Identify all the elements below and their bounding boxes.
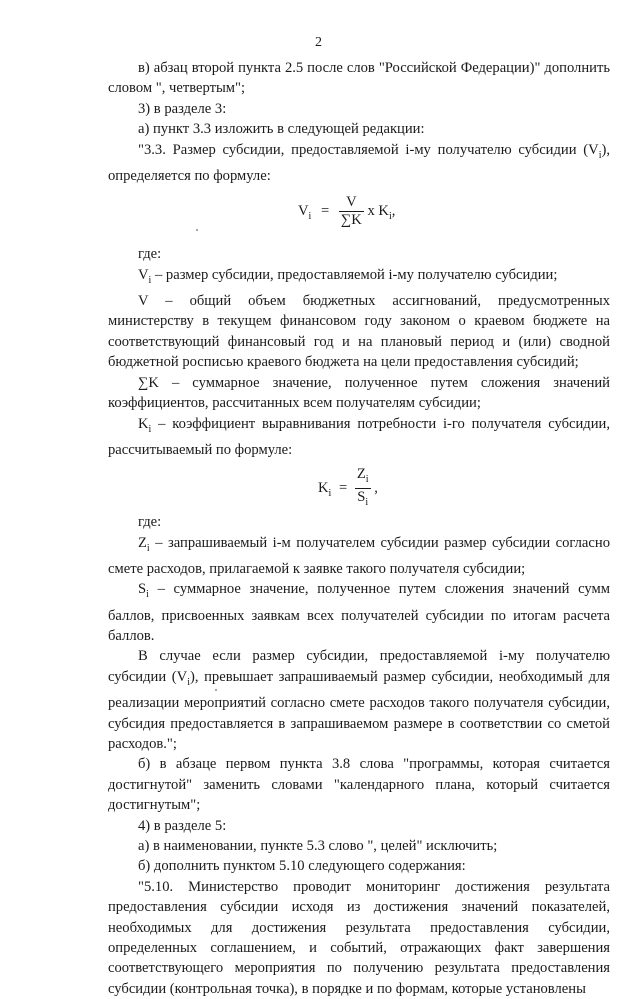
definition-vi: $V_i$ – размер субсидии, предоставляемой i-му получателю субсидии; xyxy=(138,266,558,286)
definition-ki: $K_i$ – коэффициент выравнивания потребности i-го получателя субсидии, рассчитываемый по формуле: xyxy=(108,415,610,458)
document-body xyxy=(108,58,610,999)
definition-sum-k: ∑K – суммарное значение, полученное путем сложения значений коэффициентов, рассчитанных всем получателям субсидии; xyxy=(108,374,610,412)
section-5-heading: 4) в разделе 5: xyxy=(138,817,227,834)
item-5-3-amendment: а) в наименовании, пункте 5.3 слово ", целей" исключить; xyxy=(138,838,498,855)
page-number: 2 xyxy=(315,35,322,50)
where-label-2: где: xyxy=(138,514,162,531)
section-3-heading: 3) в разделе 3: xyxy=(138,100,227,117)
formula-ki: $K_i$ = $\frac{Z_i}{S_i}$ , xyxy=(108,460,610,512)
paragraph-3-8-amendment: б) в абзаце первом пункта 3.8 слова "программы, которая считается достигнутой" заменить словами "календарного плана, который считается достигнутым"; xyxy=(108,756,610,814)
formula-vi: $V_i$ = $\frac{V}{\sum K}$ x $K_i$, xyxy=(298,194,396,229)
formula-rhs: x $K_i$, xyxy=(367,203,396,223)
paragraph-3-3-text: "3.3. Размер субсидии, предоставляемой i-му получателю субсидии $(V_i)$, определяется по формуле: xyxy=(108,141,610,184)
item-3-3-intro: а) пункт 3.3 изложить в следующей редакции: xyxy=(138,121,425,138)
definition-v: V – общий объем бюджетных ассигнований, предусмотренных министерству в текущем финансовом году законом о краевом бюджете на соответствующий финансовый год и на плановый период и (или) сводной бюджетной росписью краевого бюджета на цели предоставления субсидий; xyxy=(108,293,610,371)
definition-zi: $Z_i$ – запрашиваемый i-м получателем субсидии размер субсидии согласно смете расходов, прилагаемой к заявке такого получателя субсидии; xyxy=(108,534,610,577)
paragraph-5-10-text: "5.10. Министерство проводит мониторинг достижения результата предоставления субсидии исходя из достижения значений показателей, необходимых для достижения результата предоставления субсидии, определенных соглашением, и событий, отражающих факт завершения соответствующего мероприятия по получению результата предоставления субсидии (контрольная точка), в порядке и по формам, которые установлены xyxy=(108,878,610,997)
item-5-10-intro: б) дополнить пунктом 5.10 следующего содержания: xyxy=(138,858,466,875)
scan-speck xyxy=(215,689,217,691)
scan-speck xyxy=(196,229,198,231)
paragraph-2-5-amendment: в) абзац второй пункта 2.5 после слов "Российской Федерации)" дополнить словом ", четвертым"; xyxy=(108,60,610,97)
fraction-v-over-sum-k: $\frac{V}{\sum K}$ xyxy=(340,194,362,229)
paragraph-excess-case: В случае если размер субсидии, предоставляемой i-му получателю субсидии $(V_i)$, превышает запрашиваемый размер субсидии, необходимый для реализации мероприятий согласно смете расходов такого получателя субсидии, субсидия предоставляется в запрашиваемом размере в соответствии со сметой расходов."; xyxy=(108,648,610,752)
where-label-1: где: xyxy=(138,246,162,263)
definition-si: $S_i$ – суммарное значение, полученное путем сложения значений сумм баллов, присвоенных заявкам всех получателей субсидии по итогам расчета баллов. xyxy=(108,581,610,645)
fraction-zi-over-si: $\frac{Z_i}{S_i}$ xyxy=(356,466,369,509)
formula-lhs: $V_i$ xyxy=(298,203,312,223)
